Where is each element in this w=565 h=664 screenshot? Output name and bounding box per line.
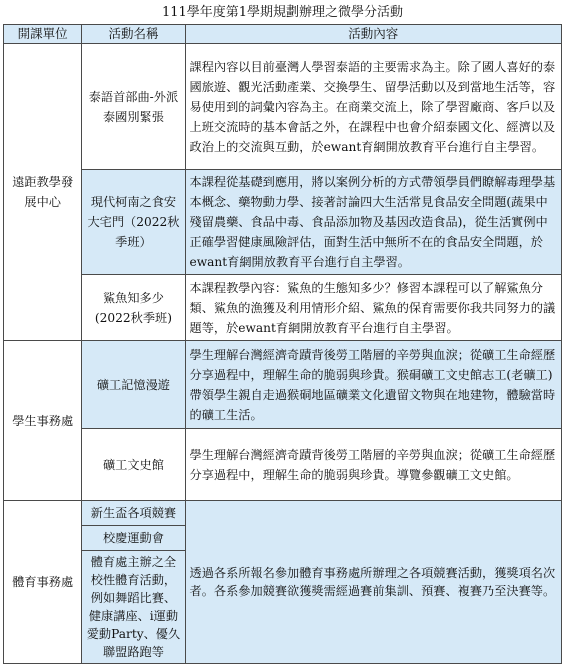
table-row	[4, 501, 562, 526]
table-row	[4, 341, 562, 429]
page-title: 111學年度第1學期規劃辦理之微學分活動	[161, 5, 404, 20]
activity-name-cell: 鯊魚知多少(2022秋季班)	[82, 275, 185, 341]
header-unit: 開課單位	[4, 25, 82, 44]
header-content: 活動內容	[185, 25, 561, 44]
activity-name-cell: 泰語首部曲-外派泰國別緊張	[82, 44, 185, 170]
header-name: 活動名稱	[82, 25, 185, 44]
activity-content-cell: 學生理解台灣經濟奇蹟背後勞工階層的辛勞與血淚；從礦工生命經歷分享過程中，理解生命的脆弱與珍貴。猴硐礦工文史館志工(老礦工)帶領學生親自走過猴硐地區礦業文化遺留文物與在地建物，體驗當時的礦工生活。	[185, 341, 561, 429]
activity-content-cell: 課程內容以目前臺灣人學習泰語的主要需求為主。除了國人喜好的泰國旅遊、觀光活動產業、交換學生、留學活動以及到當地生活等，容易使用到的詞彙內容為主。在商業交流上，除了學習廠商、客戶以及上班交流時的基本會話之外，在課程中也會介紹泰國文化、經濟以及政治上的交流與互動，於ewant育網開放教育平台進行自主學習。	[185, 44, 561, 170]
activity-content-cell: 學生理解台灣經濟奇蹟背後勞工階層的辛勞與血淚；從礦工生命經歷分享過程中，理解生命的脆弱與珍貴。導覽參觀礦工文史館。	[185, 429, 561, 501]
activity-content-cell: 本課程教學內容：鯊魚的生態知多少？修習本課程可以了解鯊魚分類、鯊魚的漁獲及利用情形介紹、鯊魚的保育需要你我共同努力的議題等，於ewant育網開放教育平台進行自主學習。	[185, 275, 561, 341]
unit-cell-student-affairs: 學生事務處	[4, 341, 82, 501]
activity-table	[3, 24, 562, 664]
table-row	[4, 275, 562, 341]
activity-name-cell: 體育處主辦之全校性體育活動，例如舞蹈比賽、健康講座、i運動愛動Party、優久聯盟路跑等	[82, 551, 185, 664]
table-row	[4, 44, 562, 170]
activity-name-cell: 現代柯南之食安大宅門（2022秋季班）	[82, 170, 185, 275]
unit-cell-distance-learning: 遠距教學發展中心	[4, 44, 82, 341]
activity-name-cell: 新生盃各項競賽	[82, 501, 185, 526]
table-row	[4, 429, 562, 501]
activity-name-cell: 礦工記憶漫遊	[82, 341, 185, 429]
table-row	[4, 170, 562, 275]
activity-content-cell: 本課程從基礎到應用，將以案例分析的方式帶領學員們瞭解毒理學基本概念、藥物動力學、接著討論四大生活常見食品安全問題(蔬果中殘留農藥、食品中毒、食品添加物及基因改造食品)，從生活實例中正確學習健康風險評估，面對生活中無所不在的食品安全問題，於ewant育網開放教育平台進行自主學習。	[185, 170, 561, 275]
table-header-row	[4, 25, 562, 44]
activity-content-cell: 透過各系所報名參加體育事務處所辦理之各項競賽活動，獲獎項名次者。各系參加競賽欲獲獎需經過賽前集訓、預賽、複賽乃至決賽等。	[185, 501, 561, 664]
activity-name-cell: 校慶運動會	[82, 526, 185, 551]
unit-cell-physical-education: 體育事務處	[4, 501, 82, 664]
activity-name-cell: 礦工文史館	[82, 429, 185, 501]
